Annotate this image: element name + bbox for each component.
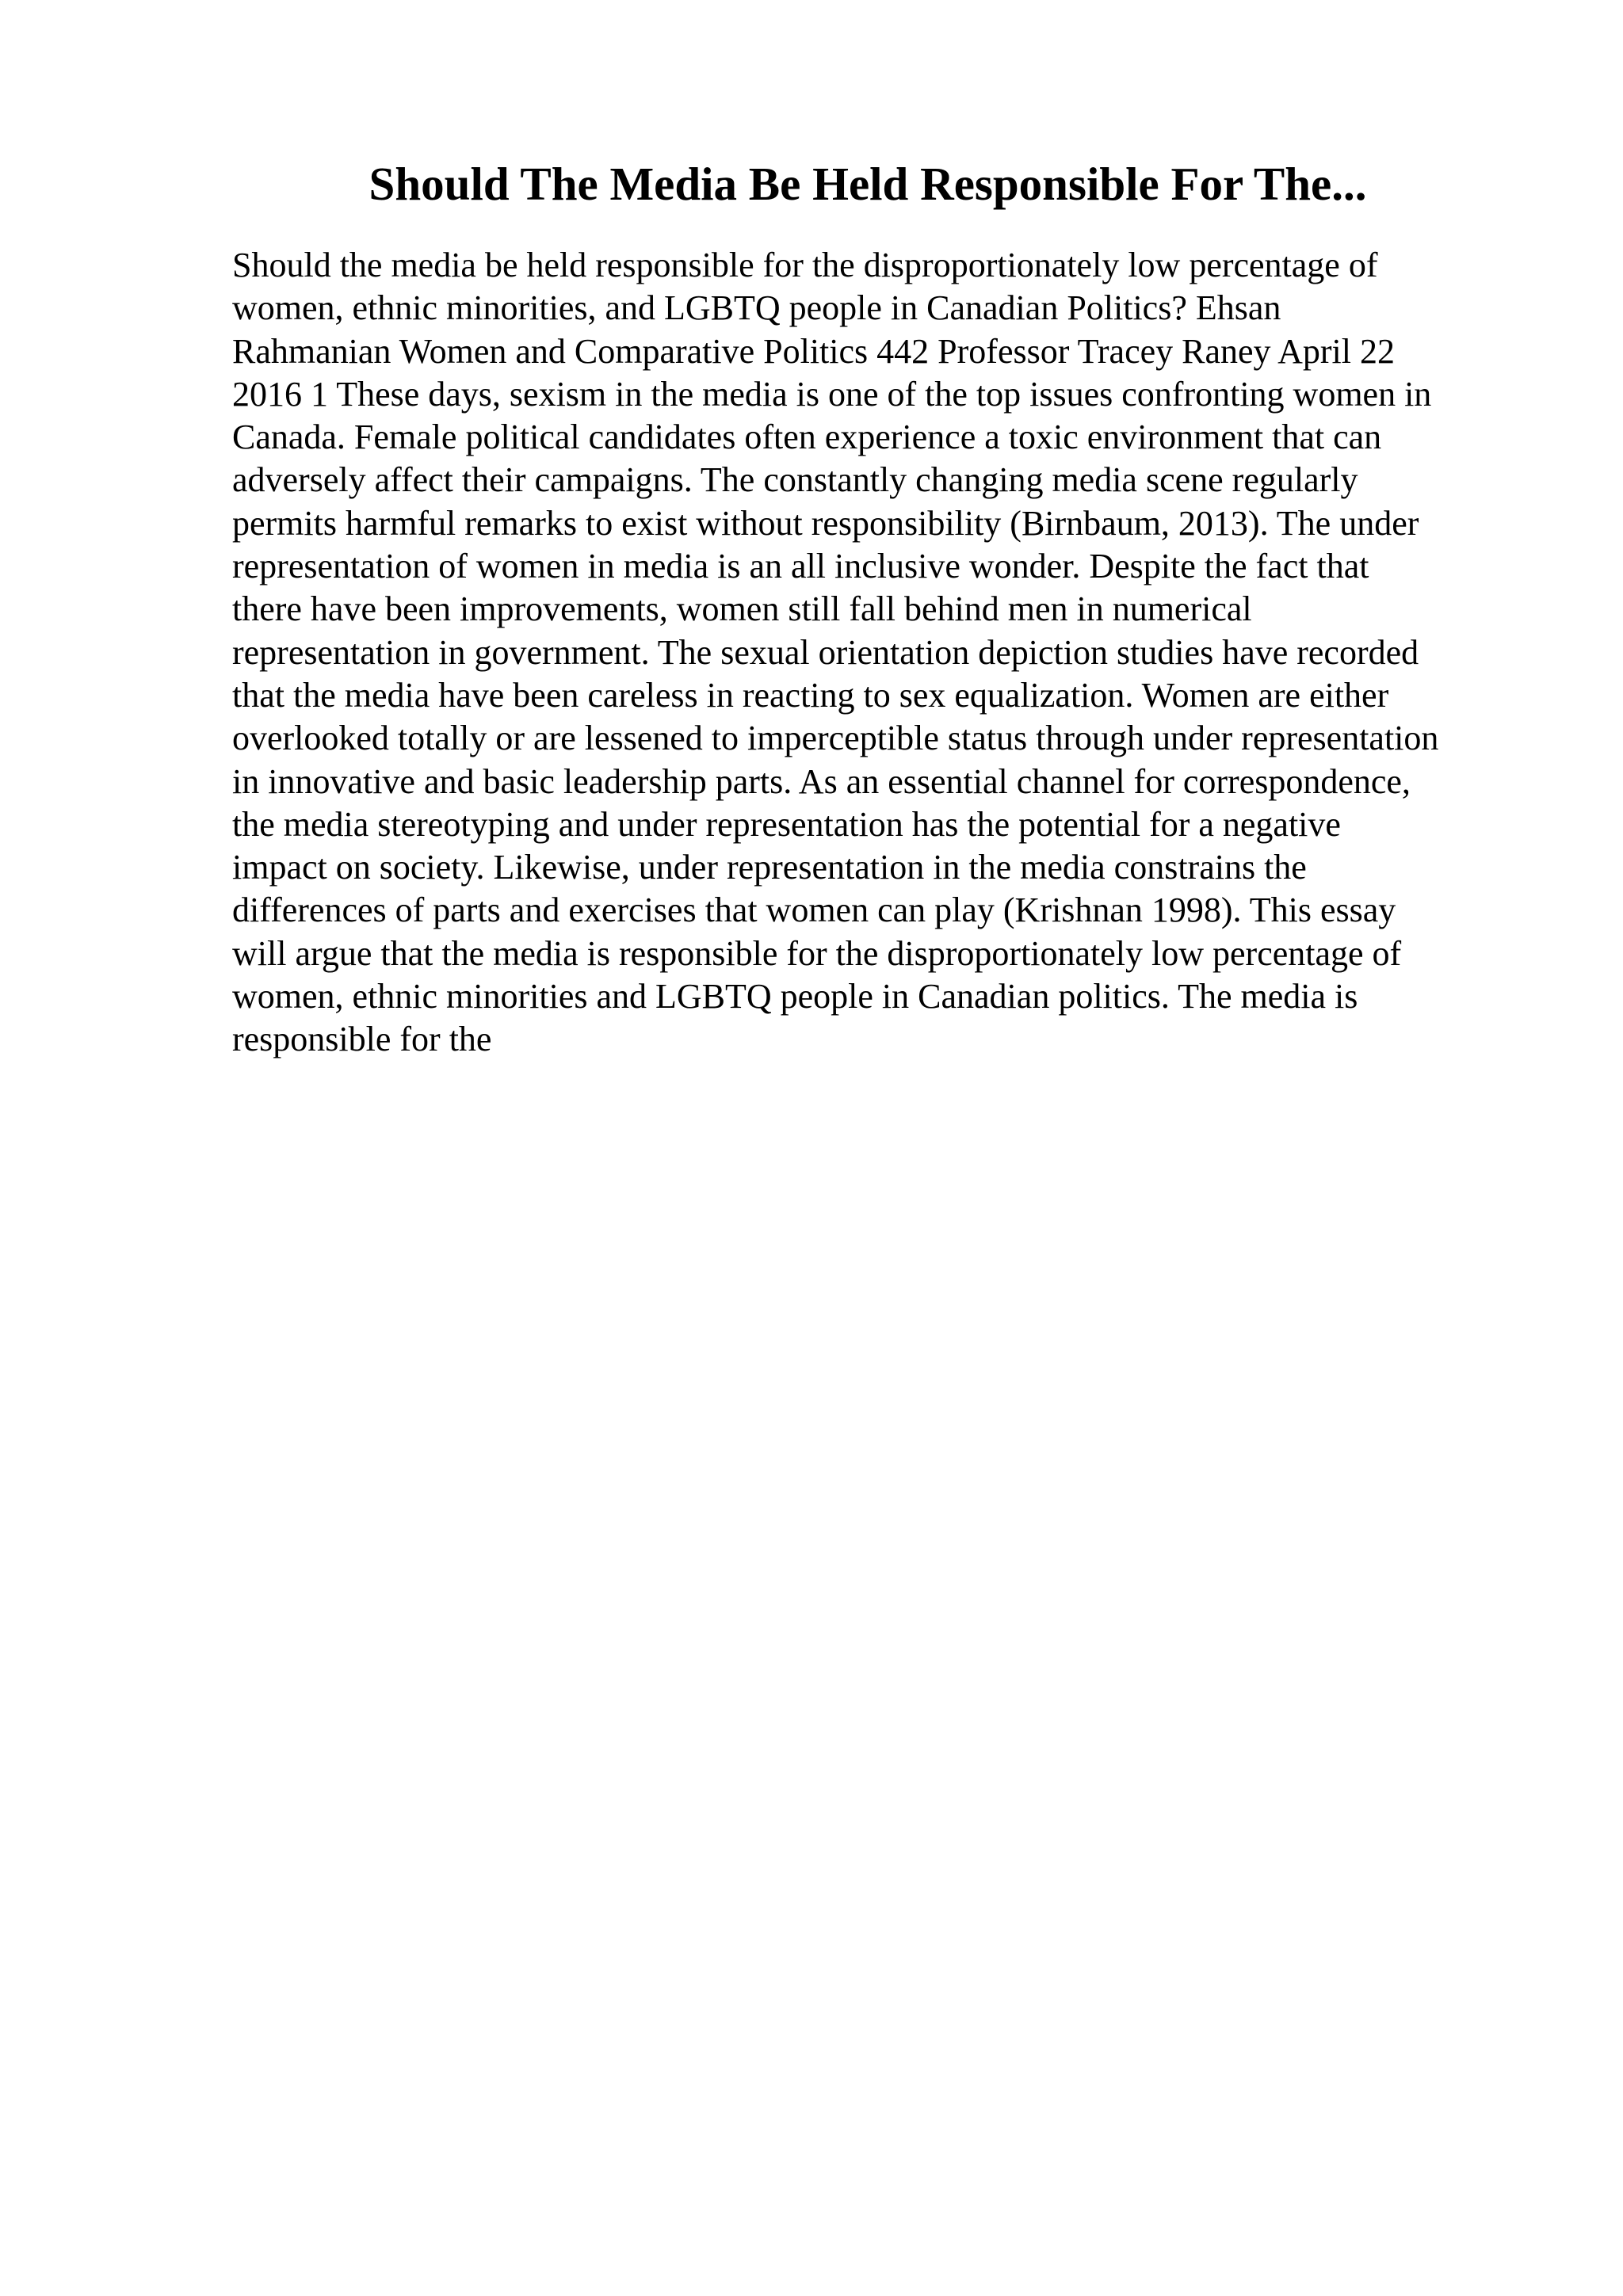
body-line: women, ethnic minorities and LGBTQ people in Canadian politics. The media is (232, 977, 1358, 1016)
body-line: differences of parts and exercises that women can play (Krishnan 1998). This essay (232, 891, 1396, 930)
body-line: Canada. Female political candidates often experience a toxic environment that can (232, 418, 1382, 457)
body-paragraph (232, 244, 1532, 1062)
body-line: representation in government. The sexual orientation depiction studies have recorded (232, 632, 1419, 672)
body-line: women, ethnic minorities, and LGBTQ people in Canadian Politics? Ehsan (232, 288, 1281, 328)
body-line: Should the media be held responsible for the disproportionately low percentage of (232, 246, 1378, 284)
body-line: will argue that the media is responsible for the disproportionately low percentage of (232, 933, 1402, 973)
body-line: the media stereotyping and under representation has the potential for a negative (232, 804, 1341, 844)
body-line: adversely affect their campaigns. The constantly changing media scene regularly (232, 460, 1358, 500)
document-title: Should The Media Be Held Responsible For The... (369, 158, 1367, 210)
body-line: impact on society. Likewise, under representation in the media constrains the (232, 848, 1307, 887)
body-line: that the media have been careless in reacting to sex equalization. Women are either (232, 675, 1389, 715)
body-line: Rahmanian Women and Comparative Politics 442 Professor Tracey Raney April 22 (232, 331, 1395, 371)
body-line: 2016 1 These days, sexism in the media is one of the top issues confronting women in (232, 374, 1432, 414)
body-line: representation of women in media is an all inclusive wonder. Despite the fact that (232, 547, 1369, 586)
body-line: responsible for the (232, 1020, 492, 1059)
body-line: permits harmful remarks to exist without responsibility (Birnbaum, 2013). The under (232, 503, 1419, 543)
body-line: there have been improvements, women still fall behind men in numerical (232, 589, 1252, 629)
body-line: in innovative and basic leadership parts. As an essential channel for correspondence, (232, 761, 1411, 801)
body-line: overlooked totally or are lessened to imperceptible status through under representation (232, 719, 1439, 758)
